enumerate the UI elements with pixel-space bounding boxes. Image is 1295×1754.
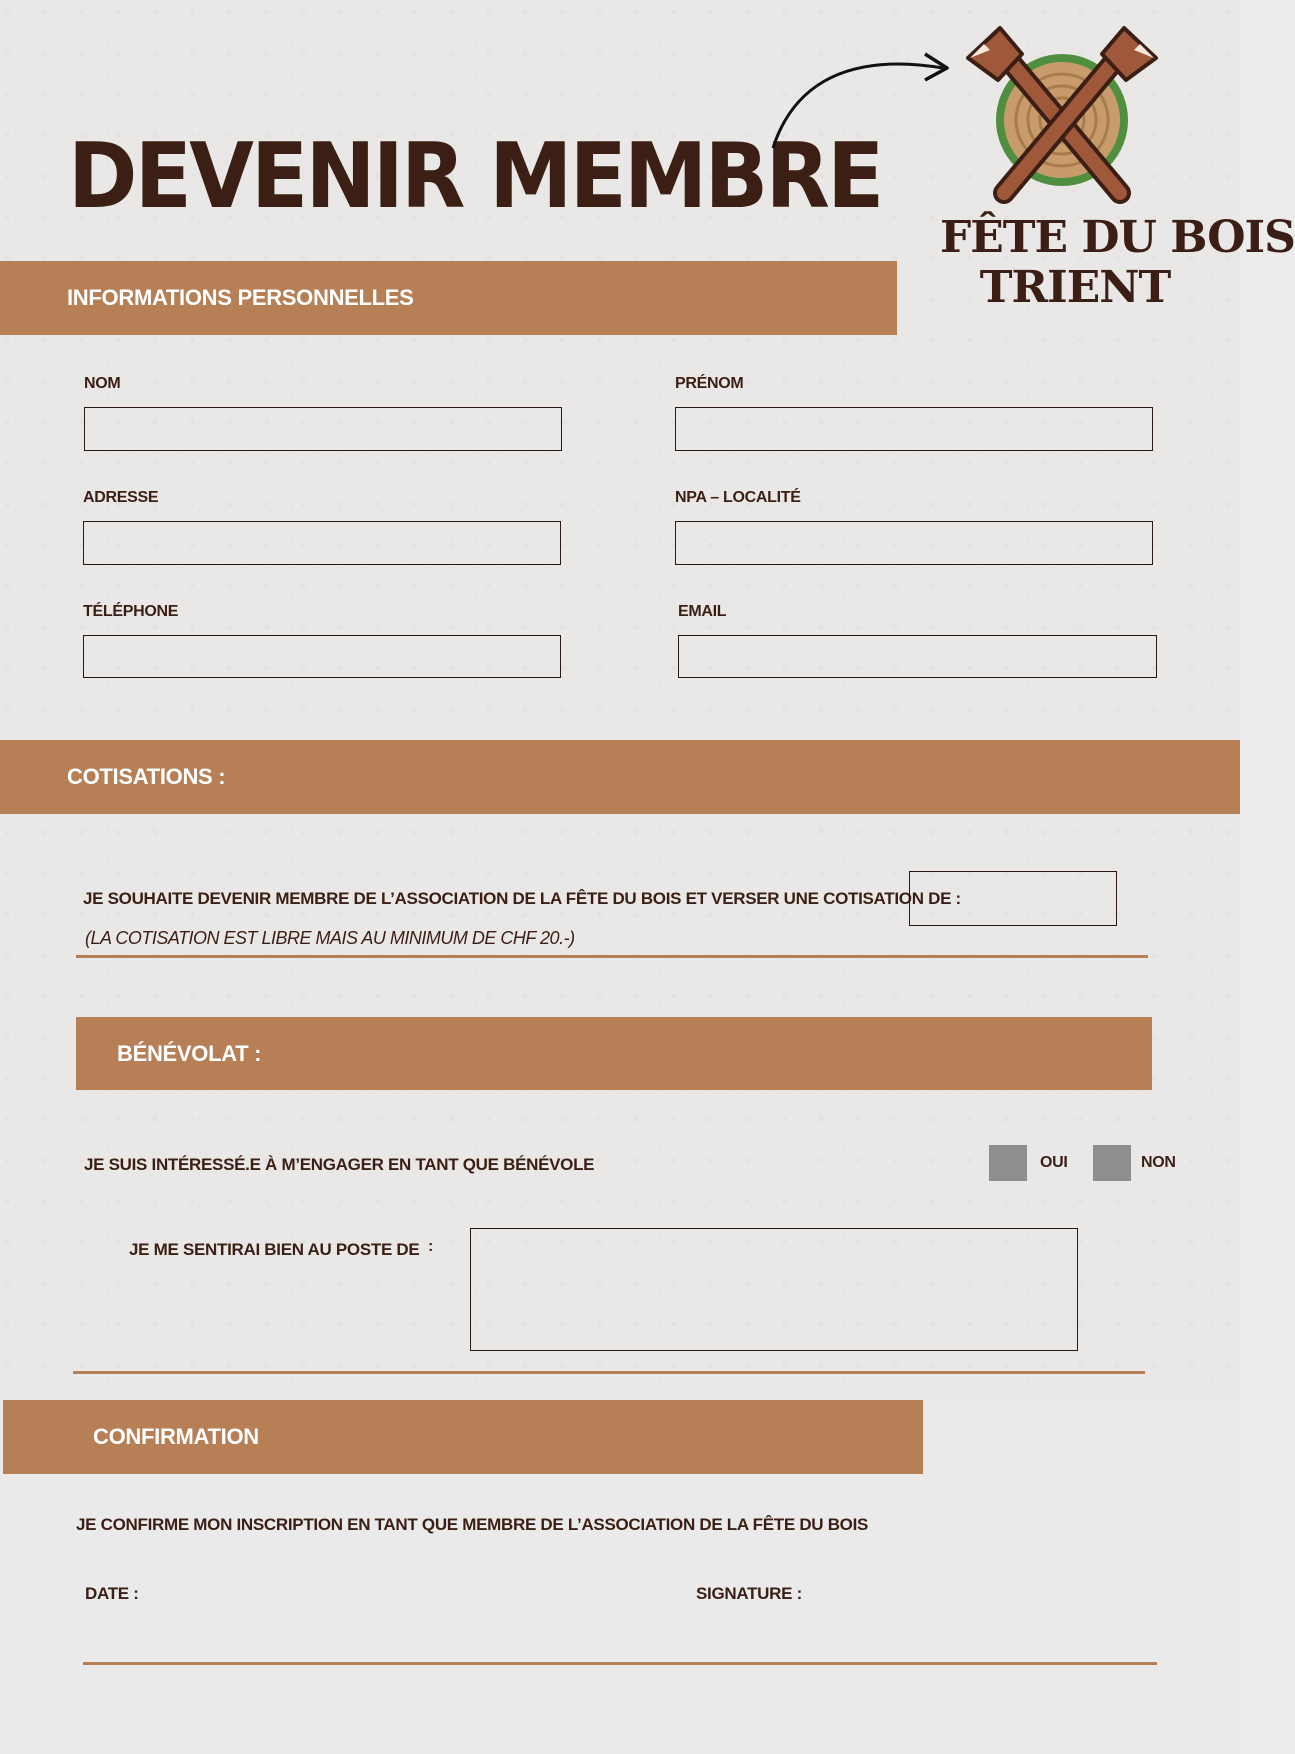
email-label: EMAIL [678,603,727,620]
npa-label: NPA – LOCALITÉ [675,489,801,506]
crossed-axes-log-icon [960,18,1160,208]
section-heading-confirmation [3,1400,923,1474]
logo-line-1: FÊTE DU BOIS [940,212,1295,263]
logo [940,18,1295,318]
poste-label: JE ME SENTIRAI BIEN AU POSTE DE [129,1240,420,1259]
cotisation-amount-field[interactable] [909,871,1117,926]
oui-checkbox[interactable] [989,1145,1027,1181]
telephone-label: TÉLÉPHONE [83,603,179,620]
curved-arrow-icon [765,40,965,155]
adresse-field[interactable] [83,521,561,565]
nom-label: NOM [84,375,121,392]
divider [73,1371,1145,1374]
cotisation-statement: JE SOUHAITE DEVENIR MEMBRE DE L’ASSOCIATION DE LA FÊTE DU BOIS ET VERSER UNE COTISATION DE : [83,889,961,908]
logo-line-2: TRIENT [979,262,1171,313]
section-heading-personal [0,261,897,335]
non-label: NON [1141,1154,1176,1171]
section-heading-benevolat-label: BÉNÉVOLAT : [117,1040,262,1066]
prenom-field[interactable] [675,407,1153,451]
prenom-label: PRÉNOM [675,375,744,392]
page-title: DEVENIR MEMBRE [68,124,882,229]
section-heading-cotisations [0,740,1240,814]
section-heading-personal-label: INFORMATIONS PERSONNELLES [67,285,414,310]
section-heading-confirmation-label: CONFIRMATION [93,1424,259,1449]
adresse-label: ADRESSE [83,489,159,506]
non-checkbox[interactable] [1093,1145,1131,1181]
cotisation-note: (LA COTISATION EST LIBRE MAIS AU MINIMUM DE CHF 20.-) [85,928,575,948]
email-field[interactable] [678,635,1157,678]
section-heading-cotisations-label: COTISATIONS : [67,764,226,789]
confirmation-statement: JE CONFIRME MON INSCRIPTION EN TANT QUE MEMBRE DE L’ASSOCIATION DE LA FÊTE DU BOIS [76,1515,869,1534]
signature-line [83,1662,1157,1665]
poste-field[interactable] [470,1228,1078,1351]
nom-field[interactable] [84,407,562,451]
date-label: DATE : [85,1584,139,1603]
divider [76,955,1148,958]
signature-label: SIGNATURE : [696,1584,802,1603]
benevolat-question: JE SUIS INTÉRESSÉ.E À M’ENGAGER EN TANT QUE BÉNÉVOLE [84,1155,595,1174]
oui-label: OUI [1040,1154,1068,1171]
poste-colon: : [428,1238,434,1255]
telephone-field[interactable] [83,635,561,678]
npa-field[interactable] [675,521,1153,565]
section-heading-benevolat [76,1017,1152,1090]
